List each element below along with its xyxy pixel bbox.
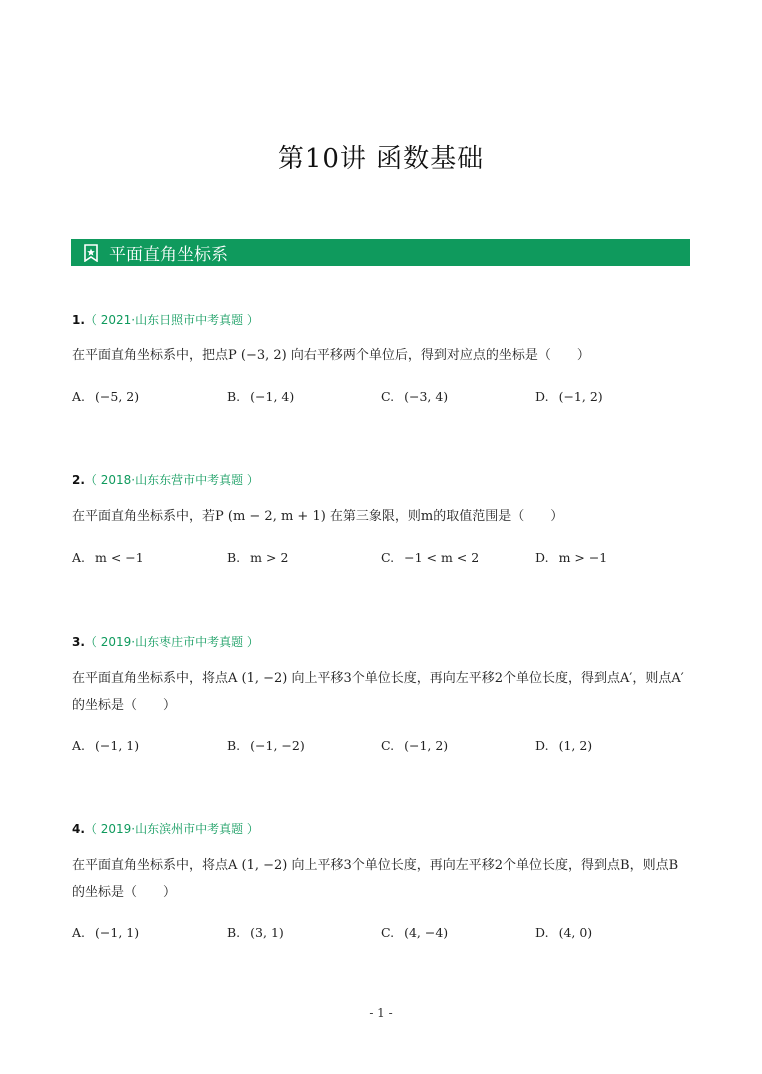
section-header <box>71 239 690 266</box>
question-text-line-1: 在平面直角坐标系中，将点A (1, −2) 向上平移3个单位长度，再向左平移2个单位长度，得到点A′，则点A′ <box>72 671 684 686</box>
question-2-stem <box>72 503 712 530</box>
option-a: A. m < −1 <box>72 550 144 565</box>
question-1 <box>72 311 712 328</box>
question-number: 2. <box>72 473 85 487</box>
question-source: （ 2019·山东枣庄市中考真题 ） <box>84 635 259 649</box>
option-c: C. −1 < m < 2 <box>381 550 480 565</box>
option-b: B. (−1, −2) <box>227 738 305 753</box>
question-number: 1. <box>72 313 85 327</box>
question-source: （ 2021·山东日照市中考真题 ） <box>84 313 259 327</box>
bookmark-star-icon <box>83 244 99 262</box>
option-d: D. (1, 2) <box>535 738 593 753</box>
option-d: D. (4, 0) <box>535 925 593 940</box>
question-4 <box>72 820 712 837</box>
option-b: B. m > 2 <box>227 550 289 565</box>
question-source: （ 2018·山东东营市中考真题 ） <box>84 473 259 487</box>
option-c: C. (−3, 4) <box>381 389 449 404</box>
question-2 <box>72 471 712 488</box>
option-a: A. (−5, 2) <box>72 389 140 404</box>
question-4-stem <box>72 852 712 906</box>
question-source: （ 2019·山东滨州市中考真题 ） <box>84 822 259 836</box>
question-text-line-2: 的坐标是（ ） <box>72 885 177 900</box>
option-a: A. (−1, 1) <box>72 738 140 753</box>
option-c: C. (4, −4) <box>381 925 449 940</box>
section-title: 平面直角坐标系 <box>109 245 228 265</box>
option-a: A. (−1, 1) <box>72 925 140 940</box>
option-d: D. (−1, 2) <box>535 389 603 404</box>
page-number: - 1 - <box>369 1006 393 1020</box>
question-text-line-2: 的坐标是（ ） <box>72 698 177 713</box>
question-header <box>72 471 712 488</box>
question-3-stem <box>72 665 712 719</box>
question-number: 4. <box>72 822 85 836</box>
question-1-stem <box>72 342 712 369</box>
option-b: B. (3, 1) <box>227 925 284 940</box>
question-3 <box>72 633 712 650</box>
option-d: D. m > −1 <box>535 550 608 565</box>
question-header <box>72 820 712 837</box>
question-header <box>72 311 712 328</box>
option-b: B. (−1, 4) <box>227 389 295 404</box>
question-text-line-1: 在平面直角坐标系中，将点A (1, −2) 向上平移3个单位长度，再向左平移2个单位长度，得到点B，则点B <box>72 858 679 873</box>
option-c: C. (−1, 2) <box>381 738 449 753</box>
question-number: 3. <box>72 635 85 649</box>
question-text: 在平面直角坐标系中，若P (m − 2, m + 1) 在第三象限，则m的取值范围是（ ） <box>72 509 564 524</box>
question-text: 在平面直角坐标系中，把点P (−3, 2) 向右平移两个单位后，得到对应点的坐标是（ ） <box>72 348 590 363</box>
page-title: 第10讲 函数基础 <box>277 144 485 174</box>
question-header <box>72 633 712 650</box>
